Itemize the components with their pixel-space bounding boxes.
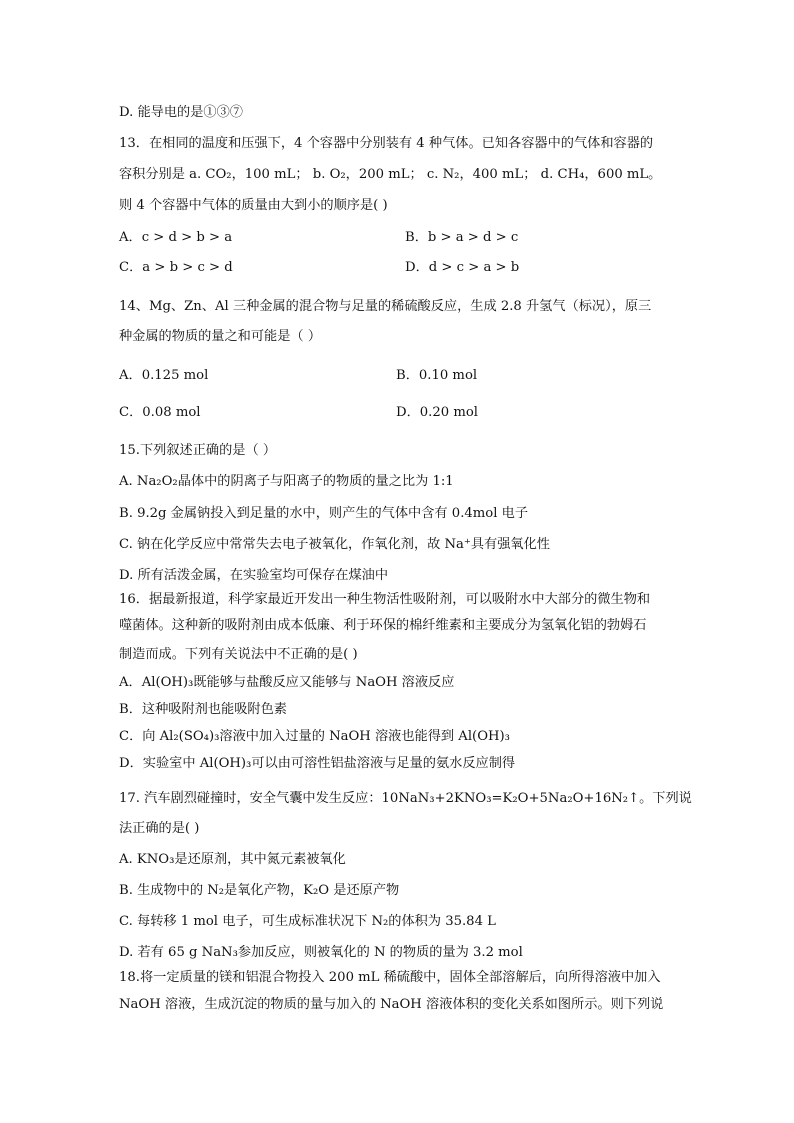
q15-option-c: C. 钠在化学反应中常常失去电子被氧化，作氧化剂，故 Na⁺具有强氧化性 <box>119 537 550 552</box>
q16-stem-line1: 16．据最新报道，科学家最近开发出一种生物活性吸附剂，可以吸附水中大部分的微生物和 <box>119 592 651 607</box>
q16-stem-line3: 制造而成。下列有关说法中不正确的是( ) <box>119 647 358 662</box>
q16-stem-line2: 噬菌体。这种新的吸附剂由成本低廉、利于环保的棉纤维素和主要成分为氢氧化铝的勃姆石 <box>119 618 647 633</box>
q16-option-b: B．这种吸附剂也能吸附色素 <box>119 702 287 717</box>
q17-option-c: C. 每转移 1 mol 电子，可生成标准状况下 N₂的体积为 35.84 L <box>119 914 496 929</box>
q13-option-a: A．c > d > b > a <box>119 230 233 245</box>
q15-option-d: D. 所有活泼金属，在实验室均可保存在煤油中 <box>119 568 389 583</box>
q13-option-b: B．b > a > d > c <box>405 230 519 245</box>
q14-option-b: B．0.10 mol <box>396 368 478 383</box>
q13-stem-line1: 13．在相同的温度和压强下，4 个容器中分别装有 4 种气体。已知各容器中的气体和容器的 <box>119 136 654 151</box>
q14-option-c: C．0.08 mol <box>119 405 201 420</box>
q17-stem-line1: 17. 汽车剧烈碰撞时，安全气囊中发生反应：10NaN₃+2KNO₃=K₂O+5Na₂O+16N₂↑。下列说 <box>119 791 692 806</box>
q15-option-b: B. 9.2g 金属钠投入到足量的水中，则产生的气体中含有 0.4mol 电子 <box>119 506 529 521</box>
q18-stem-line2: NaOH 溶液，生成沉淀的物质的量与加入的 NaOH 溶液体积的变化关系如图所示。则下列说 <box>119 997 664 1012</box>
q16-option-c: C．向 Al₂(SO₄)₃溶液中加入过量的 NaOH 溶液也能得到 Al(OH)₃ <box>119 729 510 744</box>
q14-option-a: A．0.125 mol <box>119 368 209 383</box>
q12-option-d: D. 能导电的是①③⑦ <box>119 105 243 120</box>
q14-option-d: D．0.20 mol <box>396 405 478 420</box>
q17-option-d: D. 若有 65 g NaN₃参加反应，则被氧化的 N 的物质的量为 3.2 mol <box>119 945 523 960</box>
q16-option-d: D．实验室中 Al(OH)₃可以由可溶性铝盐溶液与足量的氨水反应制得 <box>119 756 516 771</box>
q13-option-c: C．a > b > c > d <box>119 260 233 275</box>
q14-stem-line1: 14、Mg、Zn、Al 三种金属的混合物与足量的稀硫酸反应，生成 2.8 升氢气（标况），原三 <box>119 299 652 314</box>
q17-option-b: B. 生成物中的 N₂是氧化产物，K₂O 是还原产物 <box>119 883 400 898</box>
q17-option-a: A. KNO₃是还原剂，其中氮元素被氧化 <box>119 852 346 867</box>
q15-stem: 15.下列叙述正确的是（ ） <box>119 443 277 458</box>
q15-option-a: A. Na₂O₂晶体中的阴离子与阳离子的物质的量之比为 1:1 <box>119 474 454 489</box>
q13-stem-line2: 容积分别是 a. CO₂，100 mL； b. O₂，200 mL； c. N₂，400 mL； d. CH₄，600 mL。 <box>119 167 662 182</box>
q13-stem-line3: 则 4 个容器中气体的质量由大到小的顺序是( ) <box>119 198 388 213</box>
q13-option-d: D．d > c > a > b <box>405 260 520 275</box>
q18-stem-line1: 18.将一定质量的镁和铝混合物投入 200 mL 稀硫酸中，固体全部溶解后，向所得溶液中加入 <box>119 970 661 985</box>
q17-stem-line2: 法正确的是( ) <box>119 821 200 836</box>
q16-option-a: A．Al(OH)₃既能够与盐酸反应又能够与 NaOH 溶液反应 <box>119 675 455 690</box>
q14-stem-line2: 种金属的物质的量之和可能是（ ） <box>119 329 322 344</box>
